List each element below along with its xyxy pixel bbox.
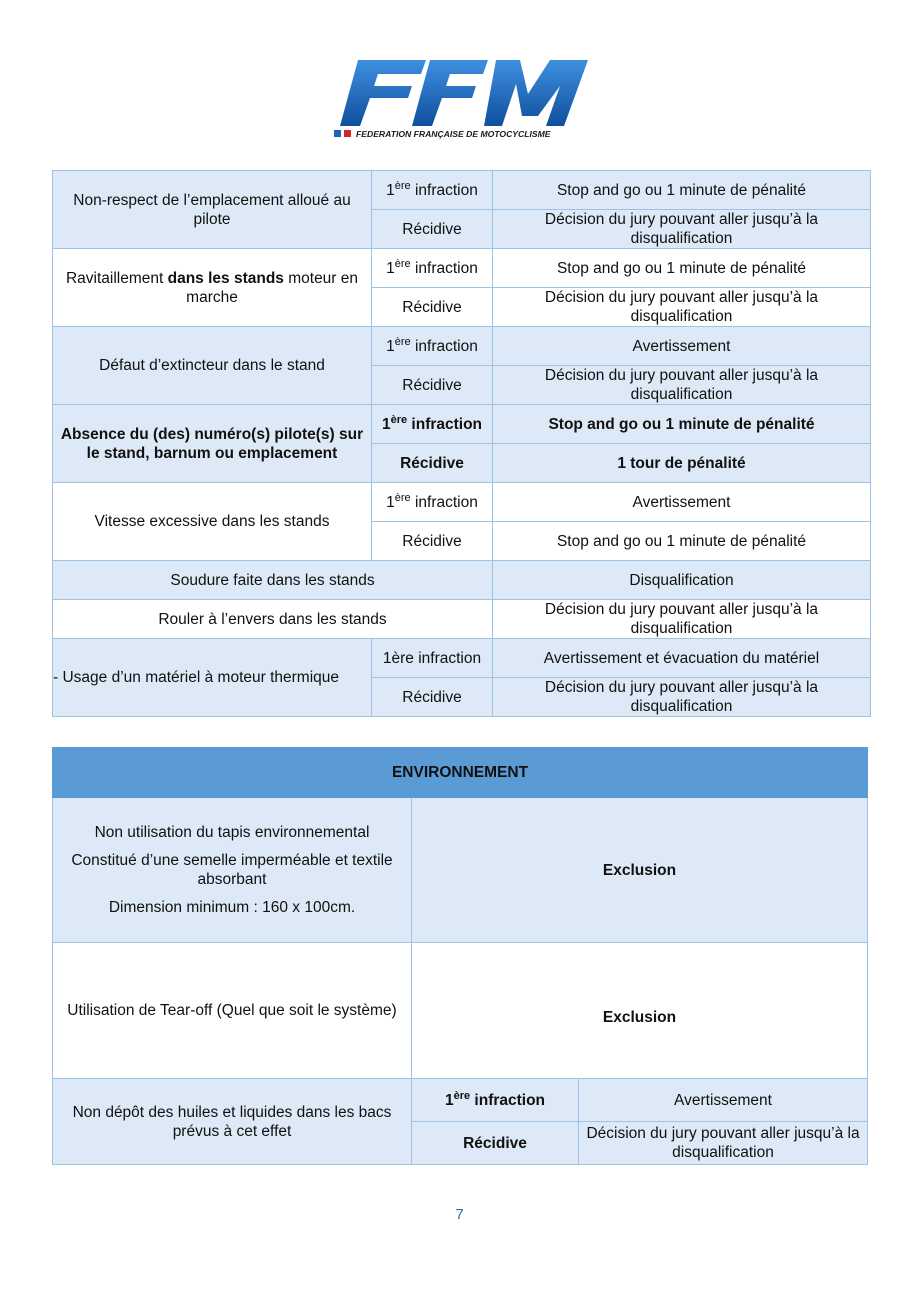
offence-label: 1ère infraction bbox=[412, 1079, 579, 1122]
table-row bbox=[53, 483, 871, 522]
sanction-cell: Décision du jury pouvant aller jusqu’à la disqualification bbox=[493, 600, 871, 639]
sanction-cell: Stop and go ou 1 minute de pénalité bbox=[493, 249, 871, 288]
sanction-cell: Décision du jury pouvant aller jusqu’à la disqualification bbox=[579, 1122, 868, 1165]
environment-table bbox=[52, 747, 868, 1165]
sanction-cell: Disqualification bbox=[493, 561, 871, 600]
offence-label: Récidive bbox=[372, 366, 493, 405]
infraction-cell: Non-respect de l’emplacement alloué au pilote bbox=[53, 171, 372, 249]
sanction-cell: Décision du jury pouvant aller jusqu’à la disqualification bbox=[493, 210, 871, 249]
section-header: ENVIRONNEMENT bbox=[53, 748, 868, 798]
page-number: 7 bbox=[455, 1206, 464, 1223]
sanction-cell: Décision du jury pouvant aller jusqu’à la disqualification bbox=[493, 678, 871, 717]
sanction-cell: Avertissement bbox=[579, 1079, 868, 1122]
sanction-cell: Stop and go ou 1 minute de pénalité bbox=[493, 522, 871, 561]
infraction-cell: Rouler à l’envers dans les stands bbox=[53, 600, 493, 639]
offence-label: Récidive bbox=[372, 444, 493, 483]
infraction-cell: Absence du (des) numéro(s) pilote(s) sur le stand, barnum ou emplacement bbox=[53, 405, 372, 483]
table-row bbox=[53, 405, 871, 444]
offence-label: Récidive bbox=[372, 210, 493, 249]
infraction-cell: - Usage d’un matériel à moteur thermique bbox=[53, 639, 372, 717]
table-row bbox=[53, 943, 868, 1079]
infraction-cell: Vitesse excessive dans les stands bbox=[53, 483, 372, 561]
sanction-cell: Exclusion bbox=[412, 798, 868, 943]
sanction-cell: 1 tour de pénalité bbox=[493, 444, 871, 483]
sanction-cell: Exclusion bbox=[412, 943, 868, 1079]
table-row bbox=[53, 561, 871, 600]
offence-label: Récidive bbox=[412, 1122, 579, 1165]
table-row bbox=[53, 327, 871, 366]
sanction-cell: Décision du jury pouvant aller jusqu’à la disqualification bbox=[493, 288, 871, 327]
offence-label: 1ère infraction bbox=[372, 327, 493, 366]
offence-label: 1ère infraction bbox=[372, 483, 493, 522]
sanction-cell: Décision du jury pouvant aller jusqu’à la disqualification bbox=[493, 366, 871, 405]
infraction-cell: Ravitaillement dans les stands moteur en marche bbox=[53, 249, 372, 327]
sanction-cell: Avertissement bbox=[493, 327, 871, 366]
offence-label: 1ère infraction bbox=[372, 639, 493, 678]
infraction-cell: Utilisation de Tear-off (Quel que soit le système) bbox=[53, 943, 412, 1079]
table-row bbox=[53, 639, 871, 678]
table-row bbox=[53, 249, 871, 288]
sanction-cell: Avertissement et évacuation du matériel bbox=[493, 639, 871, 678]
offence-label: Récidive bbox=[372, 678, 493, 717]
table-row bbox=[53, 171, 871, 210]
infraction-cell: Défaut d’extincteur dans le stand bbox=[53, 327, 372, 405]
table-row bbox=[53, 600, 871, 639]
table-row bbox=[53, 798, 868, 943]
table-header-row bbox=[53, 748, 868, 798]
offence-label: 1ère infraction bbox=[372, 405, 493, 444]
offence-label: 1ère infraction bbox=[372, 171, 493, 210]
sanction-cell: Avertissement bbox=[493, 483, 871, 522]
offence-label: 1ère infraction bbox=[372, 249, 493, 288]
logo-subtitle: FEDERATION FRANÇAISE DE MOTOCYCLISME bbox=[356, 129, 551, 139]
sanction-cell: Stop and go ou 1 minute de pénalité bbox=[493, 171, 871, 210]
infraction-cell: Non dépôt des huiles et liquides dans les bacs prévus à cet effet bbox=[53, 1079, 412, 1165]
pit-infractions-table bbox=[52, 170, 871, 717]
offence-label: Récidive bbox=[372, 288, 493, 327]
sanction-cell: Stop and go ou 1 minute de pénalité bbox=[493, 405, 871, 444]
offence-label: Récidive bbox=[372, 522, 493, 561]
infraction-cell: Non utilisation du tapis environnemental Constitué d’une semelle imperméable et textile absorbant Dimension minimum : 160 x 100cm. bbox=[53, 798, 412, 943]
table-row bbox=[53, 1079, 868, 1122]
ffm-logo bbox=[326, 54, 592, 146]
infraction-cell: Soudure faite dans les stands bbox=[53, 561, 493, 600]
